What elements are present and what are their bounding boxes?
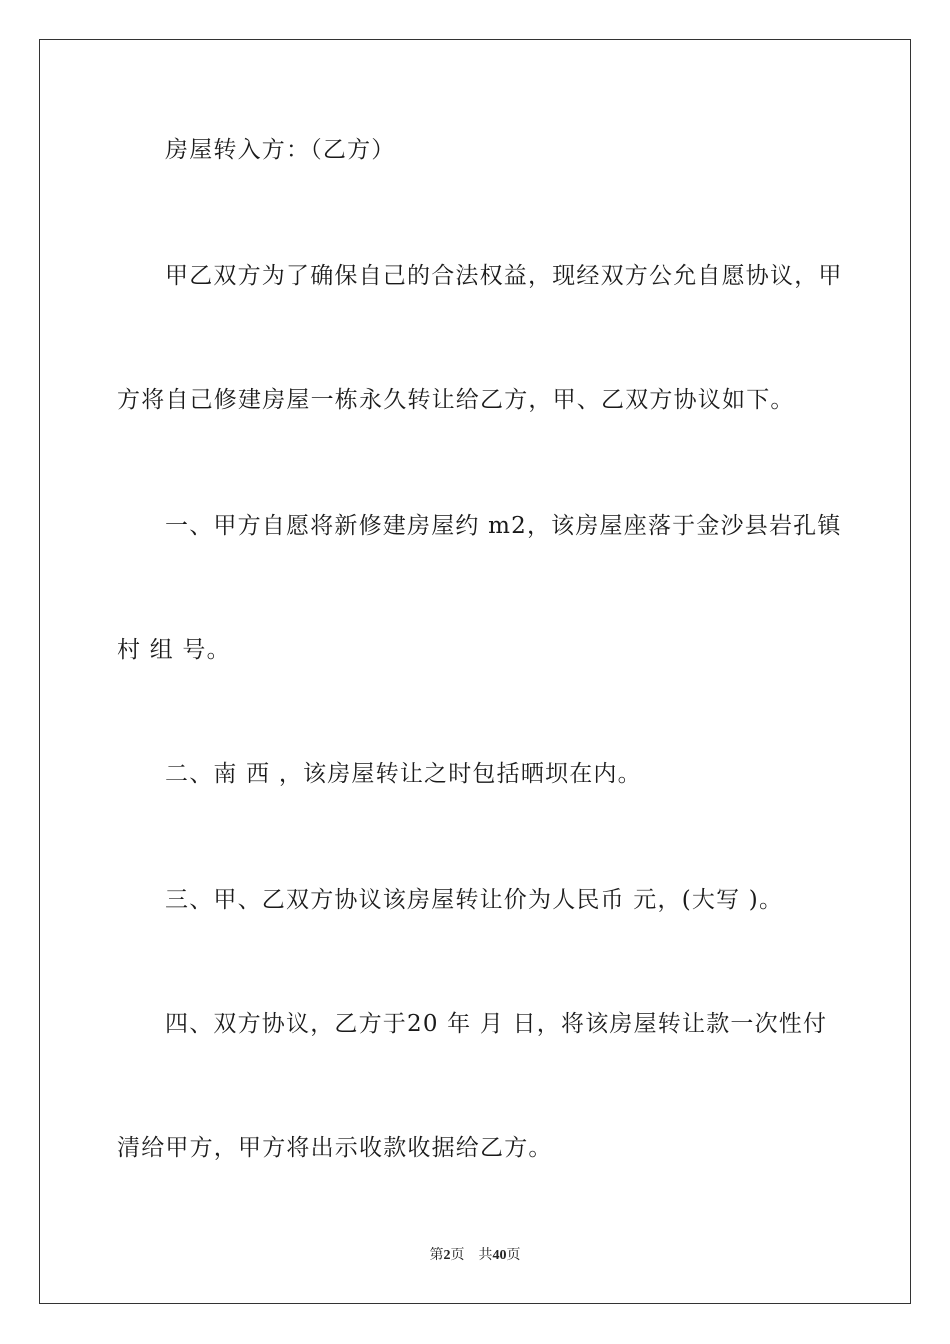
- clause-1-line-2: 村 组 号。: [117, 637, 231, 663]
- total-pages: 40: [492, 1248, 507, 1263]
- total-suffix: 页: [506, 1248, 521, 1263]
- clause-3-line: 三、甲、乙双方协议该房屋转让价为人民币 元，(大写 )。: [165, 887, 784, 913]
- transferee-line: 房屋转入方：（乙方）: [165, 137, 396, 163]
- clause-1-line-1: 一、甲方自愿将新修建房屋约 m2，该房屋座落于金沙县岩孔镇: [165, 513, 842, 539]
- page-prefix: 第: [429, 1248, 444, 1263]
- total-prefix: 共: [478, 1248, 493, 1263]
- page-footer: [0, 1247, 950, 1265]
- clause-4-line-2: 清给甲方，甲方将出示收款收据给乙方。: [117, 1135, 553, 1161]
- page-border: [39, 39, 911, 1304]
- paragraph-intro-line-2: 方将自己修建房屋一栋永久转让给乙方，甲、乙双方协议如下。: [117, 387, 795, 413]
- clause-2-line: 二、南 西 ，该房屋转让之时包括晒坝在内。: [165, 761, 642, 787]
- paragraph-intro-line-1: 甲乙双方为了确保自己的合法权益，现经双方公允自愿协议，甲: [165, 263, 843, 289]
- clause-4-line-1: 四、双方协议，乙方于20 年 月 日，将该房屋转让款一次性付: [165, 1011, 828, 1037]
- page-number: 2: [443, 1248, 451, 1263]
- page-suffix: 页: [450, 1248, 465, 1263]
